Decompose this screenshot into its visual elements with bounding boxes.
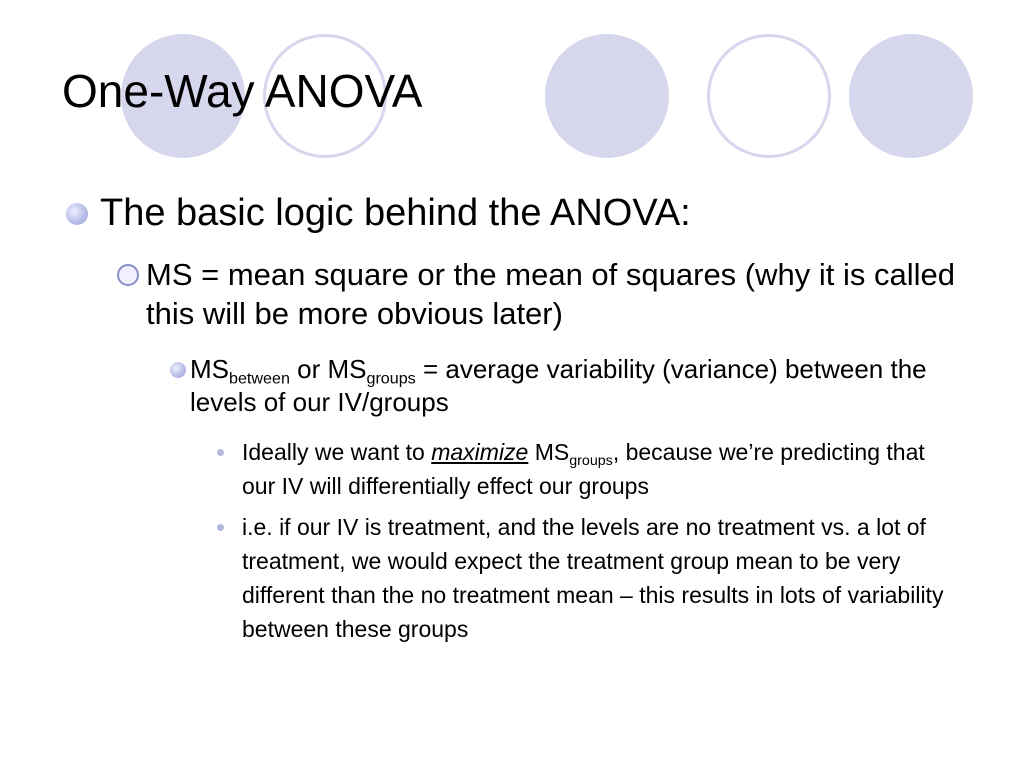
ms-label: MS bbox=[190, 354, 229, 384]
decorative-circle-ring bbox=[707, 34, 831, 158]
bullet-level4-rest: , because we’re predicting that our IV will differentially effect our groups bbox=[242, 439, 925, 499]
bullet-disc-icon bbox=[66, 203, 88, 225]
decorative-circle-filled bbox=[849, 34, 973, 158]
decorative-circle-filled bbox=[545, 34, 669, 158]
emphasis-maximize: maximize bbox=[431, 439, 529, 465]
bullet-level4-first bbox=[242, 435, 962, 503]
bullet-level4-text: i.e. if our IV is treatment, and the levels are no treatment vs. a lot of treatment, we would expect the treatment group mean to be very different than the no treatment mean – this results in lots of variability between these groups bbox=[242, 514, 944, 642]
bullet-dot-icon bbox=[217, 449, 224, 456]
bullet-ring-icon bbox=[117, 264, 139, 286]
bullet-level2 bbox=[146, 255, 966, 333]
bullet-level3 bbox=[190, 353, 960, 419]
bullet-level4-second bbox=[242, 510, 962, 646]
bullet-level1-text: The basic logic behind the ANOVA: bbox=[100, 192, 691, 234]
bullet-level1 bbox=[100, 191, 980, 235]
slide-title: One-Way ANOVA bbox=[62, 65, 423, 117]
bullet-disc-small-icon bbox=[170, 362, 186, 378]
connector-text: or bbox=[289, 354, 328, 384]
ms-label: MS bbox=[534, 439, 570, 465]
ms-subscript-groups: groups bbox=[366, 369, 416, 388]
bullet-level4-lead: Ideally we want to bbox=[242, 439, 432, 465]
bullet-dot-icon bbox=[217, 524, 224, 531]
ms-subscript-groups: groups bbox=[569, 452, 613, 469]
bullet-level3-text: = average variability (variance) between the levels of our IV/groups bbox=[190, 354, 927, 417]
ms-label: MS bbox=[327, 354, 367, 384]
bullet-level2-text: MS = mean square or the mean of squares (why it is called this will be more obvious later) bbox=[146, 257, 955, 331]
ms-subscript-between: between bbox=[229, 369, 290, 388]
